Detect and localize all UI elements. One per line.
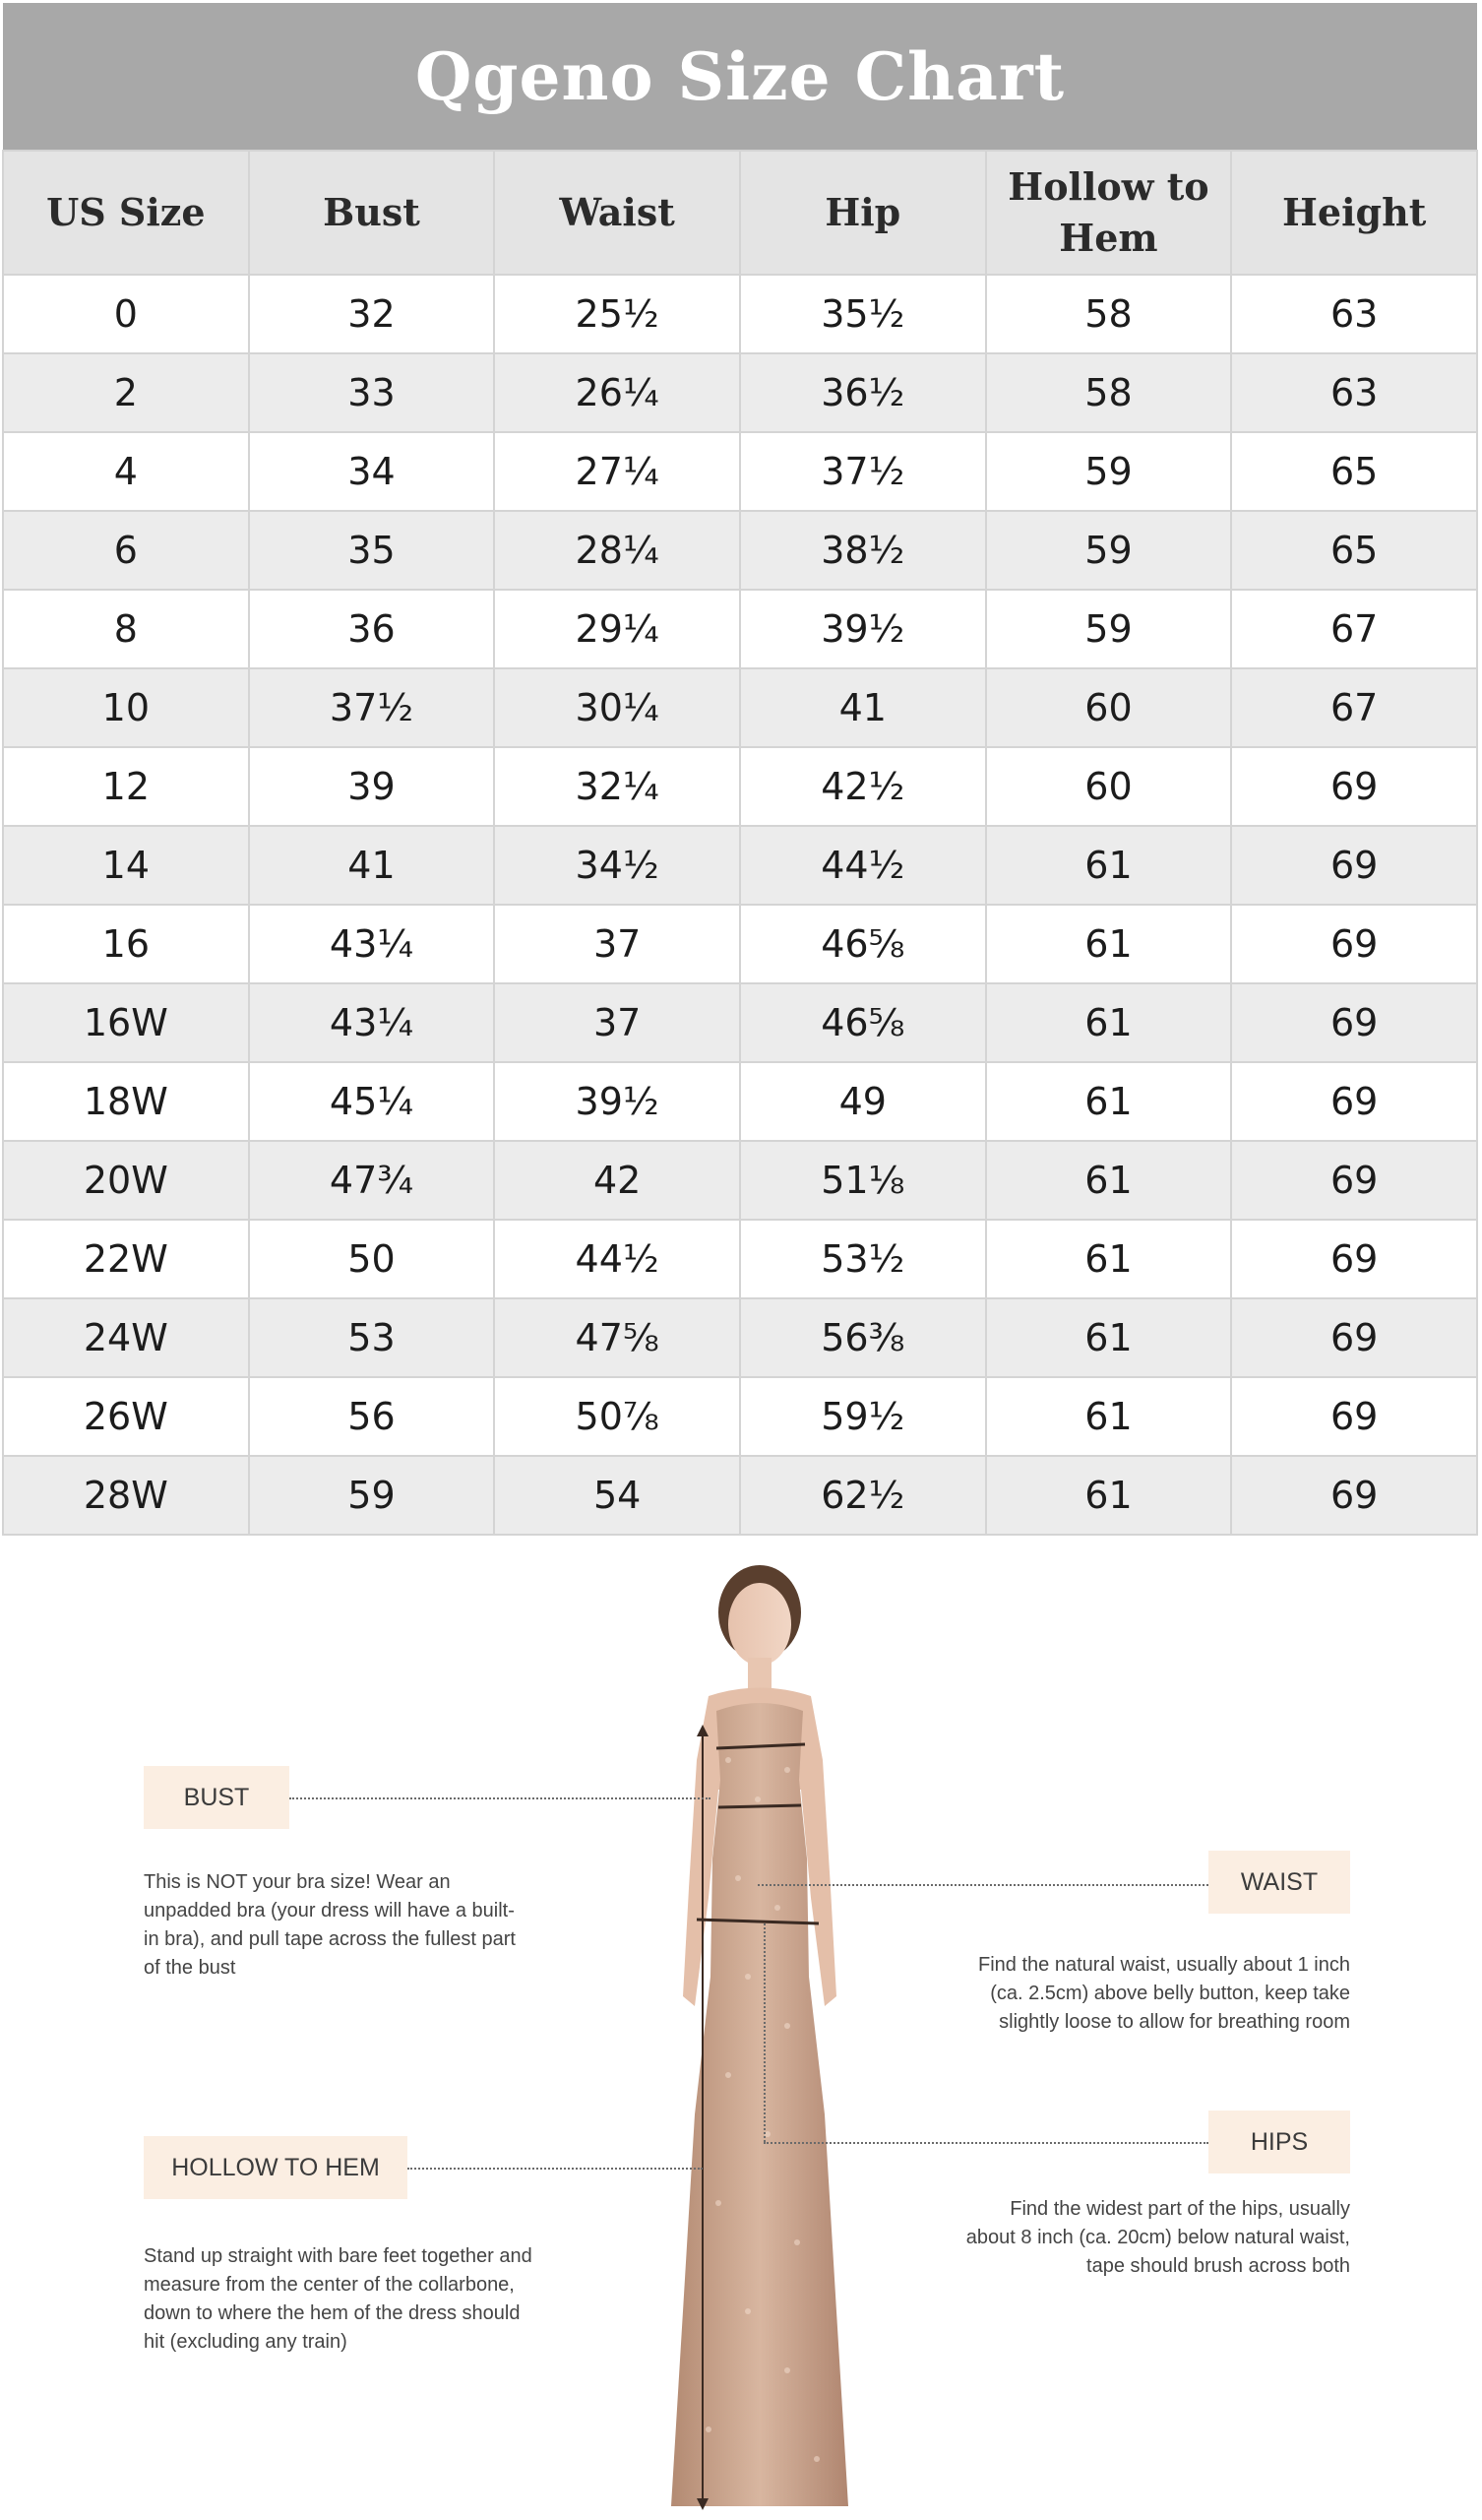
hips-label: HIPS <box>1208 2110 1350 2174</box>
column-header: Hollow to Hem <box>986 151 1232 275</box>
table-cell: 35½ <box>740 275 986 353</box>
table-cell: 4 <box>3 432 249 511</box>
table-row <box>3 983 1477 1062</box>
table-cell: 58 <box>986 353 1232 432</box>
table-cell: 59 <box>249 1456 495 1535</box>
table-cell: 49 <box>740 1062 986 1141</box>
table-cell: 69 <box>1231 826 1477 905</box>
model-illustration <box>590 1563 886 2520</box>
table-cell: 2 <box>3 353 249 432</box>
table-cell: 29¼ <box>494 590 740 668</box>
table-cell: 63 <box>1231 275 1477 353</box>
table-cell: 35 <box>249 511 495 590</box>
table-cell: 56⅜ <box>740 1298 986 1377</box>
table-cell: 67 <box>1231 590 1477 668</box>
table-cell: 59 <box>986 511 1232 590</box>
hips-leader-vertical <box>764 1923 766 2142</box>
table-cell: 14 <box>3 826 249 905</box>
table-cell: 0 <box>3 275 249 353</box>
table-cell: 69 <box>1231 1456 1477 1535</box>
table-cell: 37 <box>494 905 740 983</box>
table-cell: 20W <box>3 1141 249 1220</box>
table-cell: 51⅛ <box>740 1141 986 1220</box>
table-cell: 50⅞ <box>494 1377 740 1456</box>
table-cell: 27¼ <box>494 432 740 511</box>
hips-leader-line <box>764 2142 1208 2144</box>
table-cell: 39 <box>249 747 495 826</box>
table-cell: 69 <box>1231 1062 1477 1141</box>
table-cell: 69 <box>1231 905 1477 983</box>
table-cell: 69 <box>1231 983 1477 1062</box>
table-cell: 54 <box>494 1456 740 1535</box>
table-row <box>3 1062 1477 1141</box>
table-cell: 46⅝ <box>740 983 986 1062</box>
table-cell: 41 <box>740 668 986 747</box>
waist-description: Find the natural waist, usually about 1 inch (ca. 2.5cm) above belly button, keep take slightly loose to allow for breathing room <box>978 1954 1350 2033</box>
table-cell: 37½ <box>249 668 495 747</box>
table-cell: 18W <box>3 1062 249 1141</box>
table-cell: 47¾ <box>249 1141 495 1220</box>
table-cell: 34½ <box>494 826 740 905</box>
table-row <box>3 668 1477 747</box>
hollow-to-hem-label: HOLLOW TO HEM <box>144 2136 407 2199</box>
table-cell: 38½ <box>740 511 986 590</box>
table-row <box>3 353 1477 432</box>
table-cell: 36 <box>249 590 495 668</box>
table-cell: 22W <box>3 1220 249 1298</box>
table-cell: 65 <box>1231 432 1477 511</box>
bust-description: This is NOT your bra size! Wear an unpadded bra (your dress will have a built-in bra), and pull tape across the fullest part of the bust <box>144 1871 516 1979</box>
table-row <box>3 275 1477 353</box>
table-cell: 61 <box>986 826 1232 905</box>
column-header: Hip <box>740 151 986 275</box>
table-cell: 61 <box>986 905 1232 983</box>
table-cell: 37½ <box>740 432 986 511</box>
table-cell: 53 <box>249 1298 495 1377</box>
table-cell: 61 <box>986 1141 1232 1220</box>
measurement-guide <box>0 1563 1482 2520</box>
table-cell: 16W <box>3 983 249 1062</box>
table-cell: 39½ <box>740 590 986 668</box>
table-cell: 16 <box>3 905 249 983</box>
column-header: Bust <box>249 151 495 275</box>
table-cell: 12 <box>3 747 249 826</box>
table-cell: 45¼ <box>249 1062 495 1141</box>
table-cell: 69 <box>1231 1377 1477 1456</box>
table-row <box>3 432 1477 511</box>
table-cell: 28W <box>3 1456 249 1535</box>
table-cell: 34 <box>249 432 495 511</box>
waist-leader-line <box>758 1884 1208 1886</box>
table-cell: 61 <box>986 983 1232 1062</box>
table-cell: 61 <box>986 1220 1232 1298</box>
column-header: US Size <box>3 151 249 275</box>
table-cell: 61 <box>986 1062 1232 1141</box>
bust-leader-line <box>289 1797 710 1799</box>
bust-label: BUST <box>144 1766 289 1829</box>
page-title: Qgeno Size Chart <box>414 37 1066 115</box>
table-row <box>3 905 1477 983</box>
table-cell: 61 <box>986 1298 1232 1377</box>
table-cell: 28¼ <box>494 511 740 590</box>
column-header: Waist <box>494 151 740 275</box>
table-cell: 61 <box>986 1456 1232 1535</box>
table-cell: 36½ <box>740 353 986 432</box>
table-cell: 41 <box>249 826 495 905</box>
table-cell: 60 <box>986 747 1232 826</box>
table-cell: 30¼ <box>494 668 740 747</box>
table-cell: 58 <box>986 275 1232 353</box>
table-cell: 59 <box>986 590 1232 668</box>
table-row <box>3 590 1477 668</box>
table-cell: 32¼ <box>494 747 740 826</box>
table-cell: 24W <box>3 1298 249 1377</box>
table-cell: 59 <box>986 432 1232 511</box>
table-header-row <box>3 151 1477 275</box>
hollow-to-hem-leader-line <box>407 2168 703 2170</box>
table-body <box>3 275 1477 1535</box>
table-cell: 26W <box>3 1377 249 1456</box>
table-cell: 46⅝ <box>740 905 986 983</box>
table-row <box>3 1220 1477 1298</box>
table-cell: 69 <box>1231 747 1477 826</box>
waist-label: WAIST <box>1208 1851 1350 1914</box>
table-cell: 43¼ <box>249 905 495 983</box>
table-cell: 39½ <box>494 1062 740 1141</box>
table-cell: 8 <box>3 590 249 668</box>
table-cell: 69 <box>1231 1220 1477 1298</box>
table-cell: 26¼ <box>494 353 740 432</box>
table-cell: 53½ <box>740 1220 986 1298</box>
table-cell: 60 <box>986 668 1232 747</box>
table-cell: 65 <box>1231 511 1477 590</box>
table-cell: 69 <box>1231 1298 1477 1377</box>
table-cell: 50 <box>249 1220 495 1298</box>
table-row <box>3 826 1477 905</box>
table-row <box>3 1141 1477 1220</box>
table-cell: 6 <box>3 511 249 590</box>
column-header: Height <box>1231 151 1477 275</box>
table-row <box>3 1298 1477 1377</box>
table-cell: 69 <box>1231 1141 1477 1220</box>
table-cell: 25½ <box>494 275 740 353</box>
table-cell: 33 <box>249 353 495 432</box>
table-cell: 44½ <box>494 1220 740 1298</box>
table-cell: 42½ <box>740 747 986 826</box>
table-cell: 59½ <box>740 1377 986 1456</box>
table-cell: 43¼ <box>249 983 495 1062</box>
table-cell: 67 <box>1231 668 1477 747</box>
table-cell: 44½ <box>740 826 986 905</box>
table-cell: 61 <box>986 1377 1232 1456</box>
table-cell: 10 <box>3 668 249 747</box>
table-cell: 42 <box>494 1141 740 1220</box>
title-bar <box>3 3 1477 150</box>
table-cell: 63 <box>1231 353 1477 432</box>
size-chart-table <box>2 150 1478 1536</box>
table-row <box>3 511 1477 590</box>
table-cell: 37 <box>494 983 740 1062</box>
table-cell: 62½ <box>740 1456 986 1535</box>
table-cell: 32 <box>249 275 495 353</box>
hips-description: Find the widest part of the hips, usually about 8 inch (ca. 20cm) below natural waist, tape should brush across both <box>965 2198 1350 2277</box>
table-row <box>3 1456 1477 1535</box>
table-cell: 47⅝ <box>494 1298 740 1377</box>
table-row <box>3 747 1477 826</box>
hollow-to-hem-description: Stand up straight with bare feet together and measure from the center of the collarbone, down to where the hem of the dress should hit (excluding any train) <box>144 2245 532 2353</box>
table-row <box>3 1377 1477 1456</box>
table-cell: 56 <box>249 1377 495 1456</box>
